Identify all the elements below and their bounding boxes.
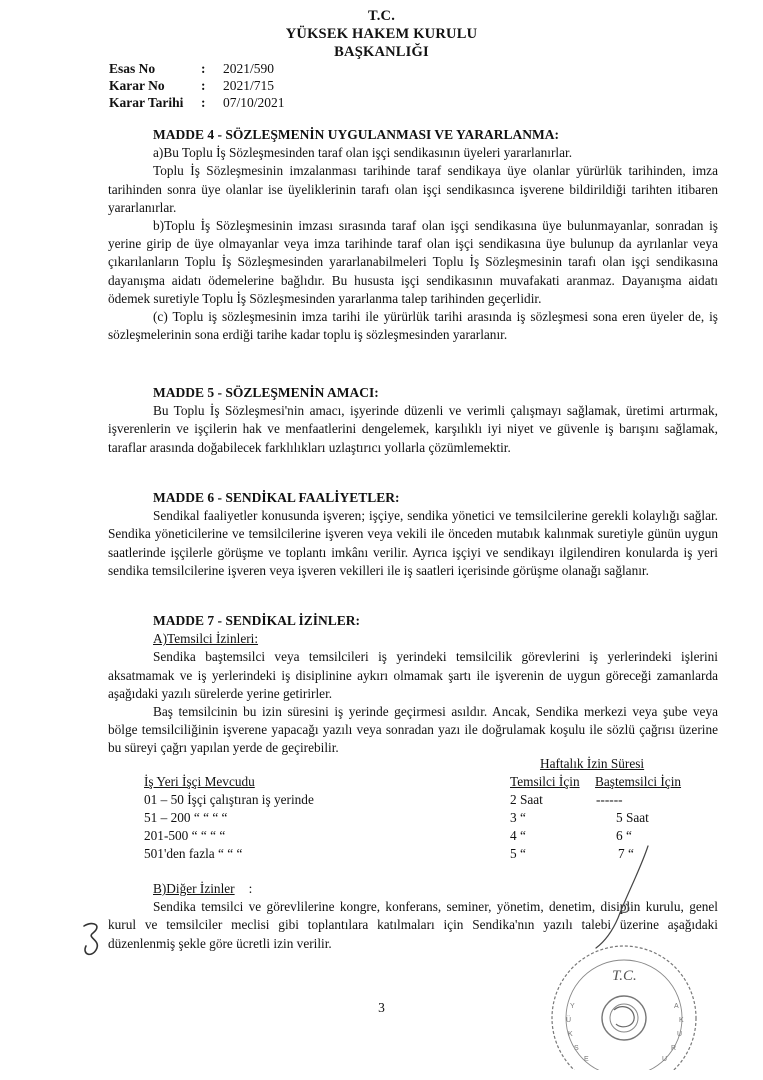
seal-text: T.C.: [612, 968, 637, 984]
paragraph: Bu Toplu İş Sözleşmesi'nin amacı, işyerinde düzenli ve verimli çalışmayı sağlamak, üretimi artırmak, işverenlerin ve işçilerin hak ve menfaatlerini dengelemek, karşılıklı iyi niyet ve güvenle iş barışını sağlamak, taraflar arasında doğabilecek farklılıkları uzlaştırıcı yollarla çözümlemektir.: [108, 403, 718, 455]
case-info-value: 07/10/2021: [223, 95, 285, 110]
table-header-representative: Temsilci İçin: [510, 774, 580, 789]
table-cell-workforce: 501'den fazla “ “ “: [144, 846, 243, 861]
table-cell-workforce: 51 – 200 “ “ “ “: [144, 810, 228, 825]
page-number: 3: [378, 1000, 385, 1015]
table-cell-representative: 3 “: [510, 810, 526, 825]
article-4: [108, 126, 718, 344]
case-info-colon: :: [201, 61, 206, 76]
table-title-row: [108, 756, 718, 774]
table-cell-chief-representative: 7 “: [618, 846, 634, 861]
article-5: [108, 384, 718, 457]
svg-text:K: K: [568, 1031, 573, 1038]
paragraph: Baş temsilcinin bu izin süresini iş yerinde geçirmesi asıldır. Ancak, Sendika merkezi veya şube veya bölge temsilciliğinin işverene yapacağı yazılı veya sonradan yazı ile doğrulamak koşulu ile sözlü çağrısı üzerine bu süreyi çağrı yapılan yerde de geçirebilir.: [108, 704, 718, 756]
svg-text:E: E: [584, 1056, 589, 1063]
svg-text:U: U: [662, 1056, 668, 1063]
case-info-row: [109, 77, 285, 94]
table-cell-workforce: 201-500 “ “ “ “: [144, 828, 226, 843]
paragraph: Toplu İş Sözleşmesinin imzalanması tarihinde taraf sendikaya üye olanlar yürürlük tarihinden, imza tarihinden sonra üye olanlar ise üyeliklerinin tarafı olan işçi sendikasınca işverene bildirildiği tarihten itibaren yararlanırlar.: [108, 163, 718, 215]
header-line-2: YÜKSEK HAKEM KURULU: [285, 26, 478, 42]
table-cell-chief-representative: 6 “: [616, 828, 632, 843]
article-heading: MADDE 7 - SENDİKAL İZİNLER:: [153, 613, 361, 628]
table-cell-chief-representative: ------: [596, 792, 623, 807]
subsection-a-label: A)Temsilci İzinleri:: [153, 631, 259, 647]
case-info-key: Karar Tarihi: [109, 95, 184, 110]
header-line-3: BAŞKANLIĞI: [334, 44, 429, 60]
paragraph: b)Toplu İş Sözleşmesinin imzası sırasında taraf olan işçi sendikasına üye bulunmayanlar, sonradan iş yerine girip de üye olmayanlar veya imza tarihinde taraf olan işçi sendikasına üye bulunup da ayrılanlar veya çıkarılanların Toplu İş Sözleşmesinden yararlanabilmeleri Toplu İş Sözleşmesinin tarafı olan işçi sendikasına dayanışma aidatı ödemelerine bağlıdır. Bu hususta işçi sendikasının muvafakati aranmaz. Dayanışma aidatı ödemek suretiyle Toplu İş Sözleşmesinden yararlanma talep tarihinden geçerlidir.: [108, 218, 718, 306]
case-info-row: [109, 94, 285, 111]
paragraph: a)Bu Toplu İş Sözleşmesinden taraf olan işçi sendikasının üyeleri yararlanırlar.: [153, 145, 573, 161]
paragraph: Sendika baştemsilci veya temsilcileri iş yerindeki temsilcilik görevlerini iş yerlerindeki işlerini aksatmamak ve iş yerlerindeki iş disiplinine aykırı olmamak şartı ile işverenin de uygun göreceği zamanlarda aşağıdaki yazılı sürelerde yerine getirirler.: [108, 649, 718, 701]
table-cell-chief-representative: 5 Saat: [616, 810, 649, 825]
case-info-key: Esas No: [109, 61, 156, 76]
svg-text:Y: Y: [570, 1003, 575, 1010]
case-info-colon: :: [201, 78, 206, 93]
table-title: Haftalık İzin Süresi: [540, 756, 645, 771]
case-info-row: [109, 60, 285, 77]
article-heading: MADDE 6 - SENDİKAL FAALİYETLER:: [153, 490, 400, 505]
article-heading: MADDE 4 - SÖZLEŞMENİN UYGULANMASI VE YARARLANMA:: [153, 127, 560, 142]
case-info-value: 2021/590: [223, 61, 275, 76]
table-header-row: [108, 774, 718, 792]
table-cell-representative: 2 Saat: [510, 792, 543, 807]
article-7: [108, 612, 718, 758]
table-cell-workforce: 01 – 50 İşçi çalıştıran iş yerinde: [144, 792, 314, 807]
paragraph: (c) Toplu iş sözleşmesinin imza tarihi ile yürürlük tarihi arasında iş sözleşmesi sona eren üyeler de, iş sözleşmelerinin sona erdiği tarihe kadar toplu iş sözleşmesinden yararlanır.: [108, 309, 718, 343]
table-header-chief-representative: Baştemsilci İçin: [595, 774, 682, 789]
handwritten-mark-icon: [78, 920, 108, 962]
case-info-key: Karar No: [109, 78, 165, 93]
case-info: [109, 60, 285, 111]
paragraph: Sendika temsilci ve görevlilerine kongre, konferans, seminer, yönetim, denetim, disiplin kurulu, genel kurul ve temsilciler meclisi gibi toplantılara katılmaları için Sendika'nın yazılı talebi üzerine aşağıdaki düzenlenmiş şekle göre ücretli izin verilir.: [108, 899, 718, 951]
svg-text:A: A: [674, 1003, 679, 1010]
official-seal-icon: [542, 930, 707, 1070]
subsection-a-title: [153, 630, 718, 648]
svg-text:S: S: [574, 1045, 579, 1052]
header-line-1: T.C.: [367, 8, 396, 24]
table-header-workforce: İş Yeri İşçi Mevcudu: [144, 774, 255, 789]
table-cell-representative: 5 “: [510, 846, 526, 861]
table-cell-representative: 4 “: [510, 828, 526, 843]
table-row: [108, 792, 718, 810]
case-info-colon: :: [201, 95, 206, 110]
article-heading: MADDE 5 - SÖZLEŞMENİN AMACI:: [153, 385, 379, 400]
case-info-value: 2021/715: [223, 78, 275, 93]
paragraph: Sendikal faaliyetler konusunda işveren; işçiye, sendika yönetici ve temsilcilerine gerekli kolaylığı sağlar. Sendika yöneticilerine ve temsilcilerine işveren veya vekili ile önceden mutabık kalınmak suretiyle günün uygun saatlerinde işçilerle görüşme ve toplantı imkânı verilir. Ayrıca işçiyi ve sendikayı ilgilendiren konularda iş yeri sendika temsilcilerine işveren veya işveren vekilleri ile iş saatleri içerisinde görüşme olanağı sağlanır.: [108, 508, 718, 578]
subsection-b-label: B)Diğer İzinler: [153, 881, 235, 896]
svg-text:U: U: [677, 1031, 683, 1038]
svg-text:K: K: [679, 1017, 684, 1024]
table-row: [108, 810, 718, 828]
svg-text:Ü: Ü: [566, 1017, 572, 1024]
subsection-b-colon: :: [248, 881, 253, 896]
svg-text:R: R: [671, 1045, 677, 1052]
article-6: [108, 489, 718, 580]
